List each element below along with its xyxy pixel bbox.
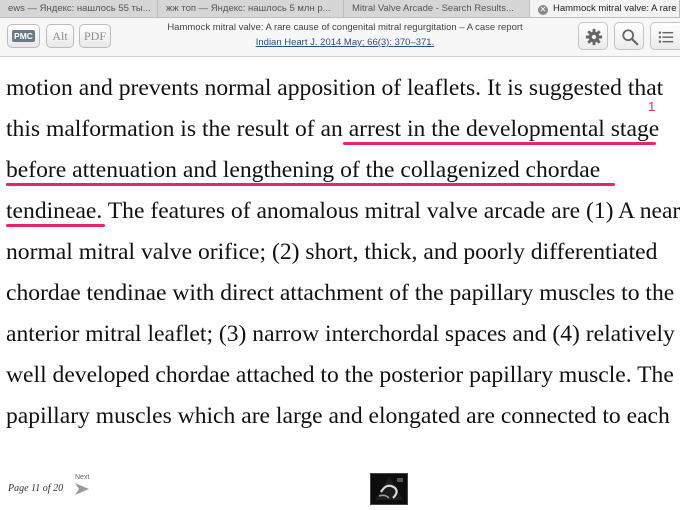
- tab-strip: [0, 0, 680, 18]
- tab-label: Mitral Valve Arcade - Search Results...: [352, 3, 514, 14]
- next-label[interactable]: Next: [75, 474, 90, 481]
- article-line: this malformation is the result of an arrest in the developmental stage: [6, 116, 660, 142]
- article-line: before attenuation and lengthening of the collagenized chordae: [6, 157, 601, 183]
- search-icon: [621, 28, 639, 46]
- echo-image-icon: [371, 474, 407, 504]
- article-line: tendineae. The features of anomalous mitral valve arcade are (1) A near: [6, 198, 680, 224]
- article-line: well developed chordae attached to the posterior papillary muscle. The: [6, 362, 674, 388]
- tab-yandex-top[interactable]: [158, 0, 344, 17]
- close-tab-icon[interactable]: ✕: [539, 5, 547, 14]
- tab-label: ews — Яндекс: нашлось 55 ты...: [8, 3, 151, 14]
- highlight-underline[interactable]: [343, 142, 656, 145]
- citation-link[interactable]: Indian Heart J. 2014 May; 66(3): 370–371.: [255, 37, 435, 48]
- tab-hammock-article[interactable]: [530, 0, 680, 17]
- next-arrow-icon[interactable]: [74, 482, 90, 496]
- pmc-logo-button[interactable]: [7, 24, 40, 48]
- article-title: Hammock mitral valve: A rare cause of congenital mitral regurgitation – A case report: [167, 22, 523, 33]
- list-icon: [657, 28, 675, 46]
- article-line: chordae tendinae with direct attachment of the papillary muscles to the: [6, 280, 675, 306]
- page-indicator: Page 11 of 20: [8, 483, 64, 494]
- tab-label: жж топ — Яндекс: нашлось 5 млн р...: [166, 3, 331, 14]
- tab-label: Hammock mitral valve: A rare: [553, 3, 677, 14]
- note-marker[interactable]: 1: [648, 99, 656, 114]
- pdf-button[interactable]: PDF: [79, 24, 111, 48]
- article-body: [0, 56, 680, 466]
- pmc-logo: PMC: [14, 31, 33, 41]
- highlight-underline[interactable]: [6, 183, 615, 186]
- alt-button[interactable]: Alt: [46, 24, 74, 48]
- gear-icon: [585, 28, 603, 46]
- tab-mitral-search[interactable]: [344, 0, 530, 17]
- figure-thumbnail[interactable]: [370, 473, 408, 505]
- article-line: anterior mitral leaflet; (3) narrow interchordal spaces and (4) relatively: [6, 321, 675, 347]
- article-line: motion and prevents normal apposition of leaflets. It is suggested that: [6, 75, 664, 101]
- search-button[interactable]: [614, 22, 644, 50]
- tab-yandex-news[interactable]: [0, 0, 158, 17]
- reader-toolbar: [0, 18, 680, 57]
- article-line: normal mitral valve orifice; (2) short, thick, and poorly differentiated: [6, 239, 658, 265]
- article-line: papillary muscles which are large and elongated are connected to each: [6, 403, 670, 429]
- settings-button[interactable]: [578, 22, 608, 50]
- contents-button[interactable]: [650, 22, 680, 50]
- highlight-underline[interactable]: [6, 224, 105, 227]
